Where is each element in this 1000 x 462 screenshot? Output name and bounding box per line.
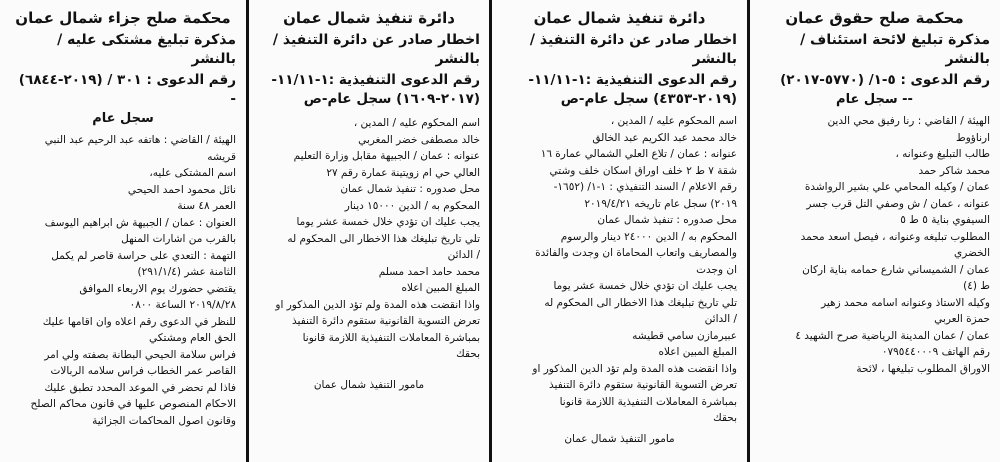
notice-4-line: ارناؤوط xyxy=(956,131,990,144)
notice-1-line: التهمة : التعدي على حراسة قاصر لم يكمل xyxy=(51,249,236,262)
notice-4-line: عمان / عمان المدينة الرياضية صرح الشهيد ٤ xyxy=(795,329,990,342)
notice-3-title: دائرة تنفيذ شمال عمان xyxy=(533,9,706,27)
notice-1-line: الحق العام ومشتكي xyxy=(149,332,236,344)
notice-4-line: حمزة العربي xyxy=(934,313,990,325)
notice-1-line: يقتضي حضورك يوم الاربعاء الموافق xyxy=(79,282,236,295)
notice-1-line: الاحكام المنصوص عليها في قانون محاكم الصلح xyxy=(30,398,236,410)
notice-1-line: فاذا لم تحضر في الموعد المحدد تطبق عليك xyxy=(44,381,236,394)
notice-4-subtitle: مذكرة تبليغ لائحة استئناف /بالنشر xyxy=(800,32,990,67)
notice-1-line: الثامنة عشر (٢٩١/١/٤) xyxy=(137,266,236,278)
notice-1-line: الهيئة / القاضي : هاتفه عبد الرحيم عبد النبي xyxy=(44,134,236,146)
notice-4-body xyxy=(759,113,990,377)
notice-1-column xyxy=(0,0,246,462)
notice-3-line: ان وجدت xyxy=(696,263,737,276)
notice-4-line: عمان / الشميساني شارع حمامه بناية اركان xyxy=(802,263,990,276)
notice-4-column xyxy=(749,0,1000,462)
notice-3-line: عنوانه : عمان / تلاع العلي الشمالي عمارة ١٦ xyxy=(540,148,737,160)
notice-3-line: اسم المحكوم عليه / المدين ، xyxy=(610,115,737,127)
notice-3-line: بمباشرة المعاملات التنفيذية اللازمة قانونا xyxy=(559,395,737,408)
notice-4-line: عنوانه ، عمان / ش وصفي التل قرب جسر xyxy=(806,197,990,210)
notice-3-line: والمصاريف واتعاب المحاماة ان وجدت والفائدة xyxy=(535,247,737,259)
notice-1 xyxy=(10,8,236,462)
notice-4-line: السيفوي بناية ٥ ط ٥ xyxy=(900,214,990,226)
notice-4-line: الهيئة / القاضي : رنا رفيق محي الدين xyxy=(827,115,990,127)
notice-3-line: تلي تاريخ تبليغك هذا الاخطار الى المحكوم له xyxy=(544,296,737,309)
notice-3-line: تعرض التسوية القانونية ستقوم دائرة التنفيذ xyxy=(549,379,737,391)
notice-1-line: فراس سلامة الحيحي البطانة بصفته ولي امر xyxy=(44,348,236,361)
notice-1-line: العمر ٤٨ سنة xyxy=(177,200,236,212)
notice-3-line: رقم الاعلام / السند التنفيذي : ١-١/ (١٦٥٢- xyxy=(553,181,737,193)
notice-2-line: تلي تاريخ تبليغك هذا الاخطار الى المحكوم له xyxy=(287,232,480,245)
notice-3-line: عبيرمازن سامي قطيشه xyxy=(632,329,737,342)
notice-1-line: بالقرب من اشارات المنهل xyxy=(121,233,236,245)
notice-4-line: الخضري xyxy=(953,247,990,259)
notice-3-line: خالد محمد عبد الكريم عبد الخالق xyxy=(592,131,737,144)
notice-2-line: بمباشرة المعاملات التنفيذية اللازمة قانونا xyxy=(302,331,480,344)
notice-4 xyxy=(759,8,990,462)
notice-3-column xyxy=(492,0,747,462)
notice-2-line: محل صدوره : تنفيذ شمال عمان xyxy=(340,183,480,195)
notice-3-subtitle: اخطار صادر عن دائرة التنفيذ / بالنشر xyxy=(529,32,737,67)
notice-2-line: بحقك xyxy=(456,348,480,360)
notice-1-line: قريشه xyxy=(207,150,236,163)
notice-2-line: واذا انقضت هذه المدة ولم تؤد الدين المذكور او xyxy=(275,298,480,311)
notice-2-line: المحكوم به / الدين ١٥٠٠٠ دينار xyxy=(344,199,480,212)
notice-4-title: محكمة صلح حقوق عمان xyxy=(785,9,964,27)
notice-2 xyxy=(258,8,480,462)
notice-3-line: واذا انقضت هذه المدة ولم تؤد الدين المذكور او xyxy=(532,362,737,375)
notice-2-column xyxy=(248,0,490,462)
notice-3-body xyxy=(502,113,737,427)
notice-3-line: المبلغ المبين اعلاه xyxy=(658,346,737,358)
notice-1-line: اسم المشتكى عليه، xyxy=(149,167,236,179)
notice-1-line: ٢٠١٩/٨/٢٨ الساعة ٠٨٠٠ xyxy=(129,299,236,311)
notice-4-line: الاوراق المطلوب تبليغها ، لائحة xyxy=(856,362,990,375)
notice-1-subtitle: مذكرة تبليغ مشتكى عليه / بالنشر xyxy=(57,32,236,67)
notice-2-line: تعرض التسوية القانونية ستقوم دائرة التنفيذ xyxy=(292,315,480,327)
notice-2-line: محمد حامد احمد مسلم xyxy=(378,265,480,278)
notice-1-case-number: رقم الدعوى : ٣٠١ / (٢٠١٩-٦٨٤٤) - xyxy=(18,72,236,107)
notice-2-subtitle: اخطار صادر عن دائرة التنفيذ / بالنشر xyxy=(272,32,480,67)
notice-1-line: للنظر في الدعوى رقم اعلاه وان اقامها عليك xyxy=(42,315,236,328)
notice-3-line: بحقك xyxy=(713,412,737,424)
notice-2-line: المبلغ المبين اعلاه xyxy=(401,282,480,294)
notice-4-line: طالب التبليغ وعنوانه ، xyxy=(895,148,990,160)
notice-3-footer: مامور التنفيذ شمال عمان xyxy=(564,432,675,445)
notice-2-line: / الدائن xyxy=(447,249,480,261)
notice-2-line: خالد مصطفى خضر المغربي xyxy=(358,133,480,146)
notice-3-line: شقة ٧ ط ٢ خلف اوراق اسكان خلف وشتي xyxy=(549,164,737,177)
notice-1-line: العنوان : عمان / الجبيهة ش ابراهيم اليوسف xyxy=(44,216,236,229)
notice-2-case-number-line2: (٢٠١٧-١٦٠٩) سجل عام-ص xyxy=(303,91,480,107)
notice-4-record: -- سجل عام xyxy=(836,92,913,107)
notice-2-line: العالي حي ام زويتينة عمارة رقم ٢٧ xyxy=(326,166,480,179)
notice-1-title: محكمة صلح جزاء شمال عمان xyxy=(15,9,231,27)
notice-2-line: عنوانه : عمان / الجبيهة مقابل وزارة التعليم xyxy=(293,150,480,162)
notice-1-line: نائل محمود احمد الحيحي xyxy=(127,183,236,196)
notice-3-line: محل صدوره : تنفيذ شمال عمان xyxy=(597,214,737,226)
notice-3-line: / الدائن xyxy=(704,313,737,325)
notice-2-case-number: رقم الدعوى التنفيذية :١-١١/١١- xyxy=(271,72,480,88)
notice-3 xyxy=(502,8,737,462)
notice-3-line: المحكوم به / الدين ٢٤٠٠٠ دينار والرسوم xyxy=(560,230,737,243)
notice-4-line: محمد شاكر حمد xyxy=(918,164,990,177)
notice-4-line: عمان / وكيله المحامي علي بشير الرواشدة xyxy=(804,181,990,193)
notice-2-body xyxy=(258,115,480,363)
notice-1-record: سجل عام xyxy=(92,111,154,126)
notice-4-line: وكيله الاستاذ وعنوانه اسامه محمد زهير xyxy=(821,296,990,309)
notice-1-line: القاصر عمر الخطاب فراس سلامه الربالات xyxy=(50,365,236,377)
notice-1-body xyxy=(10,132,236,429)
notice-3-line: يجب عليك ان تؤدي خلال خمسة عشر يوما xyxy=(553,280,737,292)
notice-3-case-number: رقم الدعوى التنفيذية :١-١١/١١- xyxy=(528,72,737,88)
notice-1-line: وقانون اصول المحاكمات الجزائية xyxy=(92,414,236,427)
notice-2-footer: مامور التنفيذ شمال عمان xyxy=(313,378,425,391)
notice-2-line: يجب عليك ان تؤدي خلال خمسة عشر يوما xyxy=(296,216,480,228)
notice-4-line: رقم الهاتف ٠٧٩٥٤٤٠٠٠٩ xyxy=(881,346,990,358)
notice-3-case-number-line2: (٢٠١٩-٤٣٥٣) سجل عام-ص xyxy=(560,91,737,107)
notice-4-case-number: رقم الدعوى : ٥-١/ (٥٧٧٠-٢٠١٧) xyxy=(780,72,990,88)
notice-2-line: اسم المحكوم عليه / المدين ، xyxy=(353,117,480,129)
notice-3-line: ٢٠١٩) سجل عام تاريخه ٢٠١٩/٤/٢١ xyxy=(584,197,737,210)
notice-4-line: ط (٤) xyxy=(963,280,990,292)
notice-4-line: المطلوب تبليغه وعنوانه ، فيصل اسعد محمد xyxy=(800,230,990,243)
notice-2-title: دائرة تنفيذ شمال عمان xyxy=(283,9,455,27)
